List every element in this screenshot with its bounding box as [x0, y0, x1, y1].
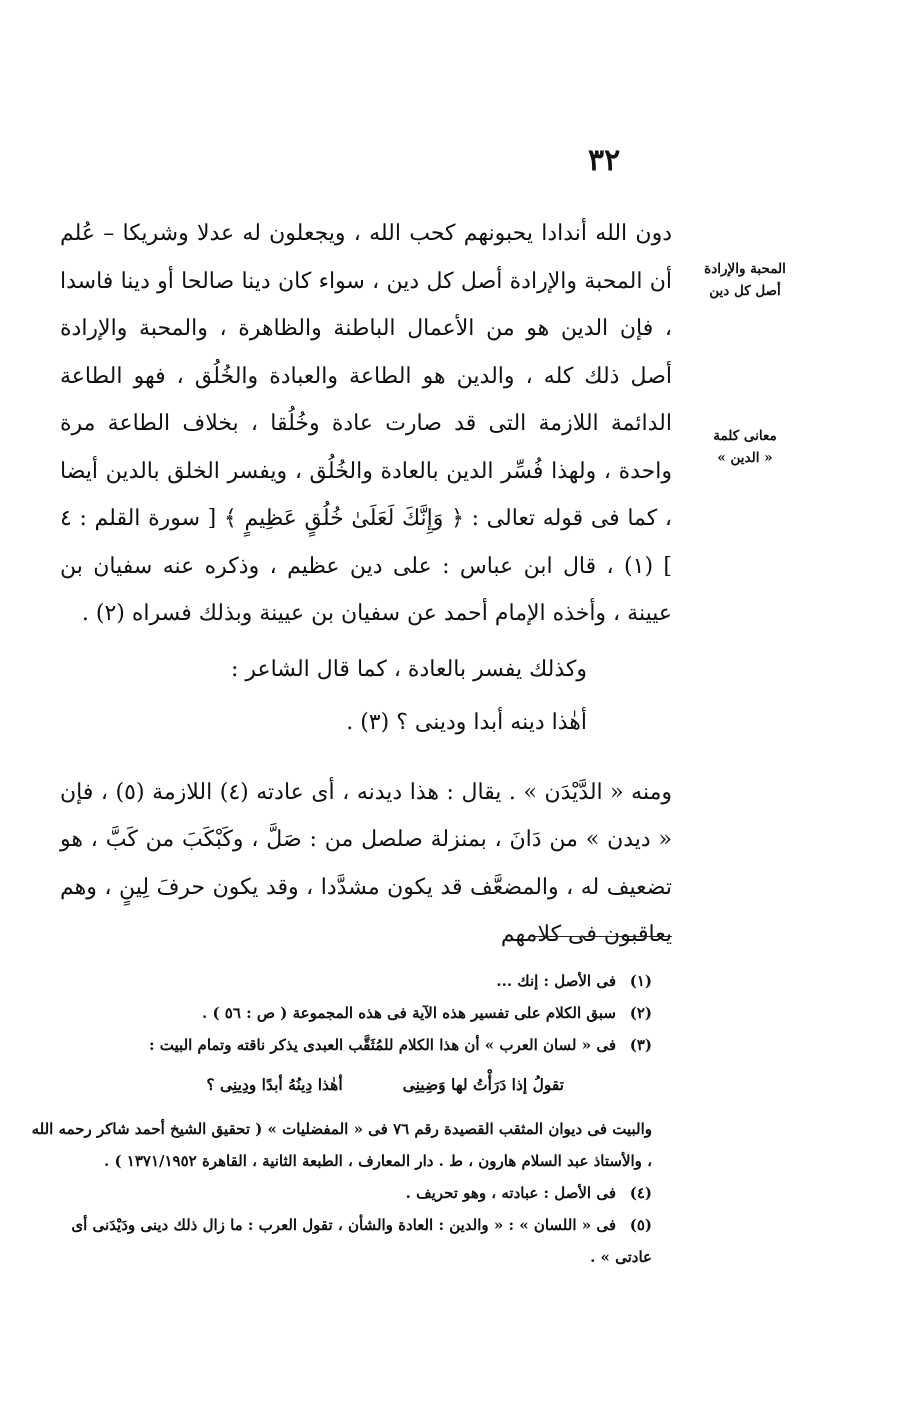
footnote-3-continued: والبيت فى ديوان المثقب القصيدة رقم ٧٦ فى « المفضليات » ( تحقيق الشيخ أحمد شاكر رحمه الله ، والأستاذ عبد السلام هارون ، ط . دار المعارف ، الطبعة الثانية ، القاهرة ١٣٧١/١٩٥٢ ) .	[31, 1120, 652, 1170]
footnote-text: سبق الكلام على تفسير هذه الآية فى هذه المجموعة ( ص : ٥٦ ) .	[202, 1004, 616, 1022]
footnote-2	[30, 997, 652, 1029]
page-number: ٣٢	[588, 143, 621, 178]
footnote-4	[30, 1177, 652, 1209]
paragraph-2: ومنه « الدَّيْدَن » . يقال : هذا ديدنه ، أى عادته (٤) اللازمة (٥) ، فإن « ديدن » من دَانَ ، بمنزلة صلصل من : صَلَّ ، وكَبْكَبَ من كَبَّ ، هو تضعيف له ، والمضعَّف قد يكون مشدَّدا ، وقد يكون حرفَ لِينٍ ، وهم يعاقبون فى كلامهم	[60, 779, 672, 947]
main-text	[60, 210, 672, 959]
footnotes	[30, 965, 652, 1273]
margin-note-line: المحبة والإرادة	[704, 261, 786, 277]
footnote-number: (٥)	[629, 1216, 652, 1234]
margin-note-line: « الدين »	[717, 450, 773, 466]
footnote-text: فى الأصل : عبادته ، وهو تحريف .	[405, 1184, 616, 1202]
verse-intro: وكذلك يفسر بالعادة ، كما قال الشاعر :	[230, 656, 587, 682]
margin-note-love-and-will	[700, 258, 790, 302]
poem-verse: أهٰذا دينه أبدا ودينى ؟ (٣) .	[346, 710, 587, 735]
margin-note-line: أصل كل دين	[709, 283, 781, 299]
verse-hemistich-2: أهٰذا دِينُهُ أبدًا ودِينِى ؟	[206, 1075, 343, 1094]
footnote-text: فى الأصل : إنك ...	[496, 972, 616, 990]
footnote-number: (١)	[629, 972, 652, 990]
footnote-1	[30, 965, 652, 997]
footnote-3	[30, 1029, 652, 1061]
footnote-number: (٢)	[629, 1004, 652, 1022]
footnote-text: فى « اللسان » : « والدين : العادة والشأن ، تقول العرب : ما زال ذلك دينى ودَيْدَنى أى عادتى » .	[71, 1216, 652, 1266]
footnote-5	[30, 1209, 652, 1273]
footnote-verse	[30, 1069, 652, 1101]
margin-note-meanings-of-din	[700, 425, 790, 469]
margin-note-line: معانى كلمة	[713, 428, 777, 444]
paragraph-1: دون الله أندادا يحبونهم كحب الله ، ويجعلون له عدلا وشريكا – عُلم أن المحبة والإرادة أصل كل دين ، سواء كان دينا صالحا أو دينا فاسدا ، فإن الدين هو من الأعمال الباطنة والظاهرة ، والمحبة والإرادة أصل ذلك كله ، والدين هو الطاعة والعبادة والخُلُق ، فهو الطاعة الدائمة اللازمة التى قد صارت عادة وخُلُقا ، بخلاف الطاعة مرة واحدة ، ولهذا فُسِّر الدين بالعادة والخُلُق ، ويفسر الخلق بالدين أيضا ، كما فى قوله تعالى : ﴿ وَإِنَّكَ لَعَلَىٰ خُلُقٍ عَظِيمٍ ﴾ [ سورة القلم : ٤ ] (١) ، قال ابن عباس : على دين عظيم ، وذكره عنه سفيان بن عيينة ، وأخذه الإمام أحمد عن سفيان بن عيينة وبذلك فسراه (٢) .	[60, 221, 672, 626]
footnote-text: فى « لسان العرب » أن هذا الكلام للمُثَقَّب العبدى يذكر ناقته وتمام البيت :	[149, 1036, 616, 1054]
footnote-number: (٤)	[629, 1184, 652, 1202]
verse-hemistich-1: تقولُ إذا دَرَأْتُ لها وَضِينِى	[402, 1075, 564, 1094]
footnote-number: (٣)	[629, 1036, 652, 1054]
footnote-separator	[532, 936, 672, 937]
